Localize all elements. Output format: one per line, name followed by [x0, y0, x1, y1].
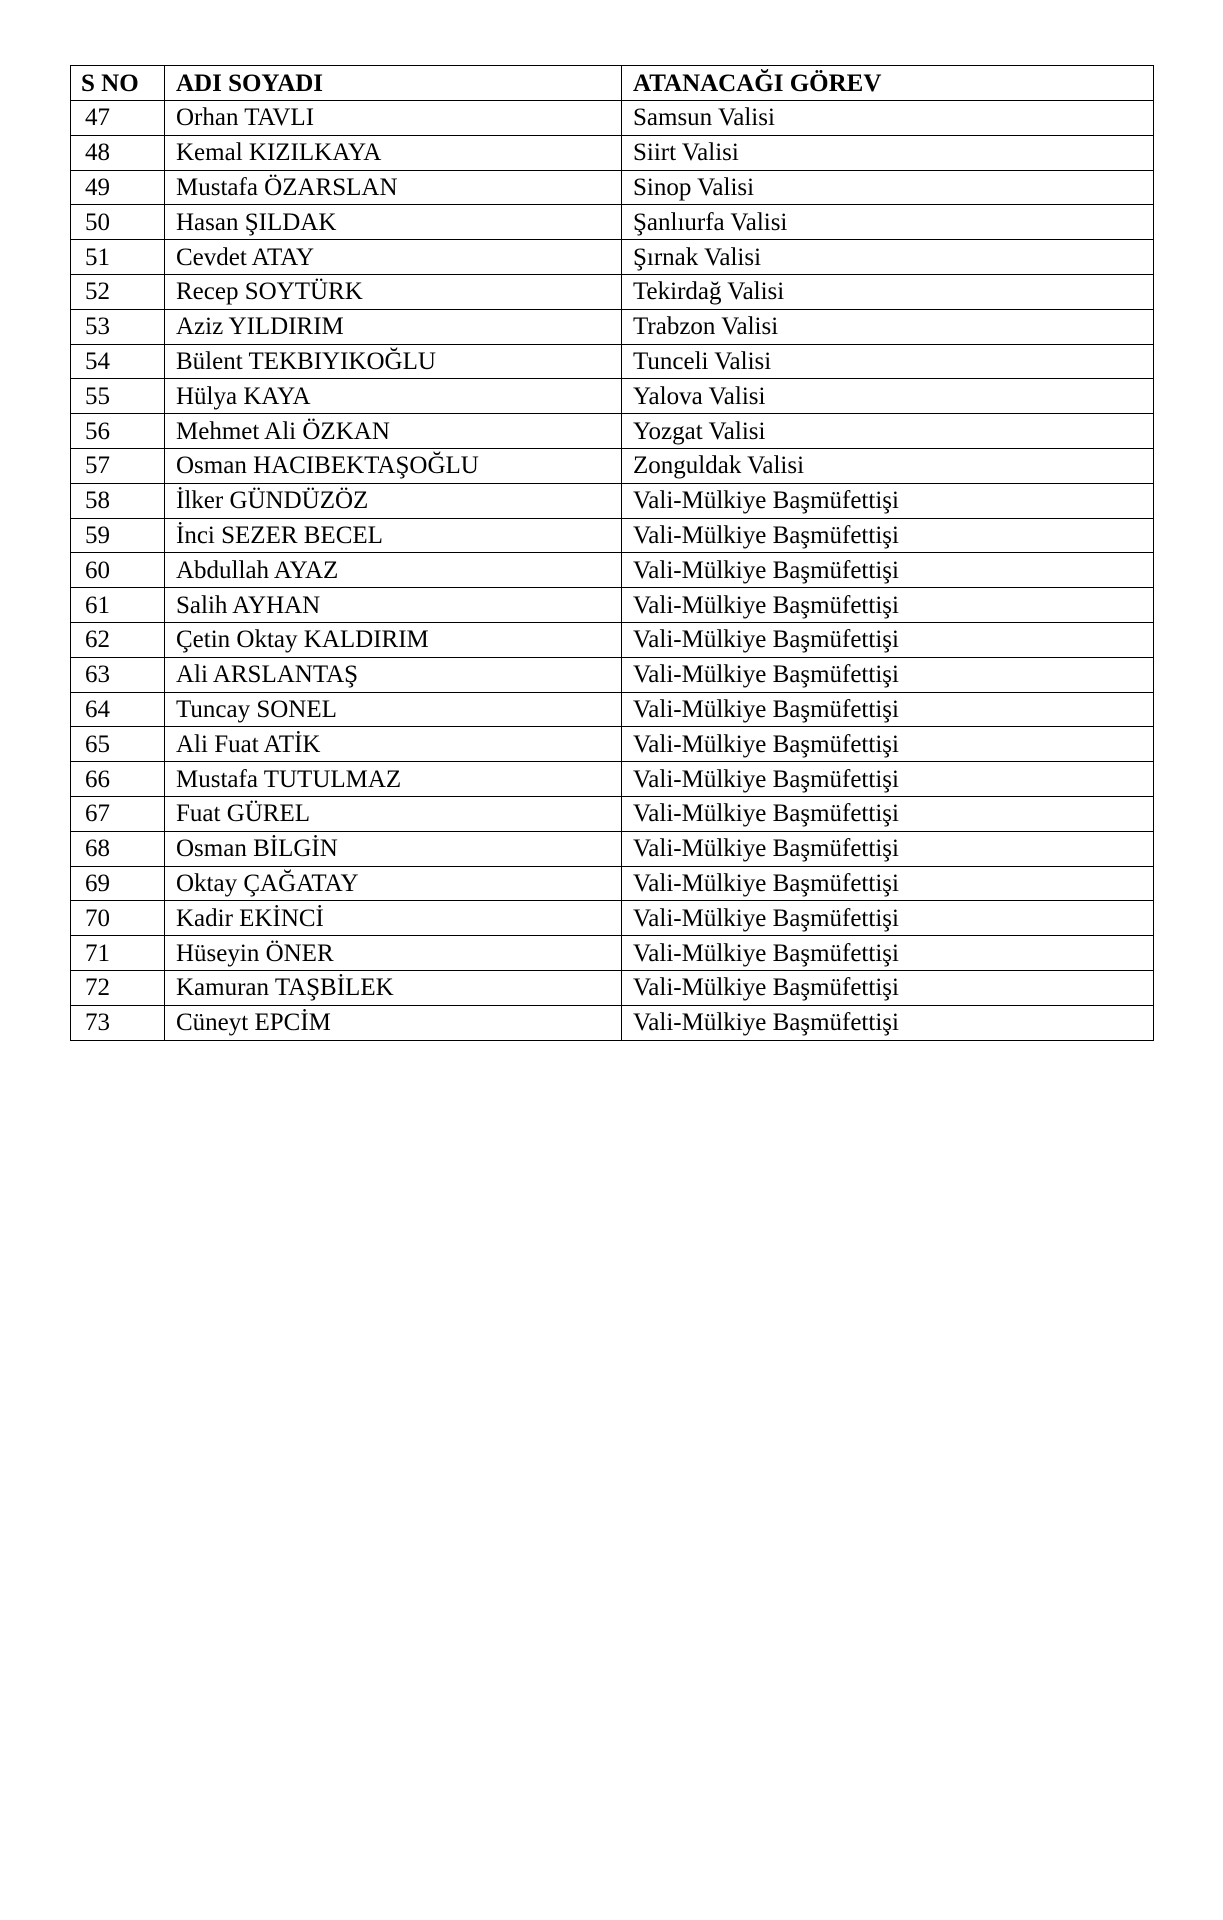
- table-row: [71, 970, 1154, 1005]
- row-name: Osman BİLGİN: [165, 831, 622, 866]
- row-name: Çetin Oktay KALDIRIM: [165, 622, 622, 657]
- row-duty: Zonguldak Valisi: [622, 448, 1154, 483]
- row-name: Kadir EKİNCİ: [165, 901, 622, 936]
- row-name: Mustafa TUTULMAZ: [165, 762, 622, 797]
- table-row: [71, 796, 1154, 831]
- row-sno: 54: [71, 344, 165, 379]
- row-duty: Vali-Mülkiye Başmüfettişi: [622, 692, 1154, 727]
- row-sno: 68: [71, 831, 165, 866]
- row-duty: Trabzon Valisi: [622, 309, 1154, 344]
- table-header-row: [71, 66, 1154, 101]
- row-sno: 57: [71, 448, 165, 483]
- row-name: Hüseyin ÖNER: [165, 936, 622, 971]
- table-row: [71, 1005, 1154, 1040]
- row-sno: 49: [71, 170, 165, 205]
- row-sno: 61: [71, 588, 165, 623]
- row-sno: 56: [71, 414, 165, 449]
- table-row: [71, 553, 1154, 588]
- row-name: Bülent TEKBIYIKOĞLU: [165, 344, 622, 379]
- row-duty: Yozgat Valisi: [622, 414, 1154, 449]
- table-row: [71, 309, 1154, 344]
- row-sno: 53: [71, 309, 165, 344]
- row-duty: Şırnak Valisi: [622, 240, 1154, 275]
- row-name: Oktay ÇAĞATAY: [165, 866, 622, 901]
- table-row: [71, 622, 1154, 657]
- table-row: [71, 866, 1154, 901]
- header-duty: ATANACAĞI GÖREV: [622, 66, 1154, 101]
- row-sno: 72: [71, 970, 165, 1005]
- table-row: [71, 518, 1154, 553]
- row-duty: Samsun Valisi: [622, 101, 1154, 136]
- table-row: [71, 448, 1154, 483]
- row-name: Salih AYHAN: [165, 588, 622, 623]
- row-name: Orhan TAVLI: [165, 101, 622, 136]
- row-duty: Vali-Mülkiye Başmüfettişi: [622, 1005, 1154, 1040]
- table-row: [71, 762, 1154, 797]
- row-name: Tuncay SONEL: [165, 692, 622, 727]
- row-name: Cevdet ATAY: [165, 240, 622, 275]
- row-duty: Vali-Mülkiye Başmüfettişi: [622, 553, 1154, 588]
- table-row: [71, 379, 1154, 414]
- row-sno: 66: [71, 762, 165, 797]
- table-row: [71, 588, 1154, 623]
- row-duty: Tunceli Valisi: [622, 344, 1154, 379]
- table-row: [71, 135, 1154, 170]
- row-duty: Yalova Valisi: [622, 379, 1154, 414]
- row-duty: Tekirdağ Valisi: [622, 274, 1154, 309]
- table-body: [71, 101, 1154, 1041]
- table-row: [71, 240, 1154, 275]
- row-sno: 64: [71, 692, 165, 727]
- row-name: Mustafa ÖZARSLAN: [165, 170, 622, 205]
- row-name: İnci SEZER BECEL: [165, 518, 622, 553]
- table-row: [71, 901, 1154, 936]
- table-row: [71, 657, 1154, 692]
- table-row: [71, 205, 1154, 240]
- table-row: [71, 483, 1154, 518]
- header-sno: S NO: [71, 66, 165, 101]
- row-duty: Vali-Mülkiye Başmüfettişi: [622, 657, 1154, 692]
- row-name: Kamuran TAŞBİLEK: [165, 970, 622, 1005]
- row-sno: 71: [71, 936, 165, 971]
- row-name: Aziz YILDIRIM: [165, 309, 622, 344]
- row-name: Kemal KIZILKAYA: [165, 135, 622, 170]
- appointment-table: [70, 65, 1154, 1041]
- table-row: [71, 936, 1154, 971]
- table-row: [71, 170, 1154, 205]
- row-duty: Vali-Mülkiye Başmüfettişi: [622, 762, 1154, 797]
- row-duty: Vali-Mülkiye Başmüfettişi: [622, 622, 1154, 657]
- row-name: Abdullah AYAZ: [165, 553, 622, 588]
- table-row: [71, 101, 1154, 136]
- row-duty: Vali-Mülkiye Başmüfettişi: [622, 483, 1154, 518]
- row-sno: 55: [71, 379, 165, 414]
- header-name: ADI SOYADI: [165, 66, 622, 101]
- row-duty: Vali-Mülkiye Başmüfettişi: [622, 727, 1154, 762]
- row-name: İlker GÜNDÜZÖZ: [165, 483, 622, 518]
- table-row: [71, 274, 1154, 309]
- table-row: [71, 344, 1154, 379]
- row-duty: Vali-Mülkiye Başmüfettişi: [622, 588, 1154, 623]
- row-sno: 65: [71, 727, 165, 762]
- row-duty: Vali-Mülkiye Başmüfettişi: [622, 518, 1154, 553]
- row-duty: Vali-Mülkiye Başmüfettişi: [622, 796, 1154, 831]
- row-sno: 59: [71, 518, 165, 553]
- row-sno: 70: [71, 901, 165, 936]
- row-name: Osman HACIBEKTAŞOĞLU: [165, 448, 622, 483]
- row-duty: Sinop Valisi: [622, 170, 1154, 205]
- row-duty: Siirt Valisi: [622, 135, 1154, 170]
- row-name: Ali Fuat ATİK: [165, 727, 622, 762]
- row-sno: 48: [71, 135, 165, 170]
- row-sno: 62: [71, 622, 165, 657]
- row-duty: Vali-Mülkiye Başmüfettişi: [622, 831, 1154, 866]
- row-sno: 51: [71, 240, 165, 275]
- row-sno: 52: [71, 274, 165, 309]
- row-duty: Vali-Mülkiye Başmüfettişi: [622, 866, 1154, 901]
- row-duty: Vali-Mülkiye Başmüfettişi: [622, 901, 1154, 936]
- row-duty: Vali-Mülkiye Başmüfettişi: [622, 970, 1154, 1005]
- row-sno: 58: [71, 483, 165, 518]
- row-sno: 63: [71, 657, 165, 692]
- row-sno: 73: [71, 1005, 165, 1040]
- row-sno: 69: [71, 866, 165, 901]
- table-row: [71, 692, 1154, 727]
- row-name: Mehmet Ali ÖZKAN: [165, 414, 622, 449]
- row-name: Cüneyt EPCİM: [165, 1005, 622, 1040]
- row-sno: 50: [71, 205, 165, 240]
- row-name: Fuat GÜREL: [165, 796, 622, 831]
- row-sno: 47: [71, 101, 165, 136]
- row-name: Recep SOYTÜRK: [165, 274, 622, 309]
- row-name: Hülya KAYA: [165, 379, 622, 414]
- row-name: Ali ARSLANTAŞ: [165, 657, 622, 692]
- row-duty: Vali-Mülkiye Başmüfettişi: [622, 936, 1154, 971]
- row-duty: Şanlıurfa Valisi: [622, 205, 1154, 240]
- row-name: Hasan ŞILDAK: [165, 205, 622, 240]
- table-row: [71, 831, 1154, 866]
- table-row: [71, 414, 1154, 449]
- row-sno: 67: [71, 796, 165, 831]
- table-row: [71, 727, 1154, 762]
- row-sno: 60: [71, 553, 165, 588]
